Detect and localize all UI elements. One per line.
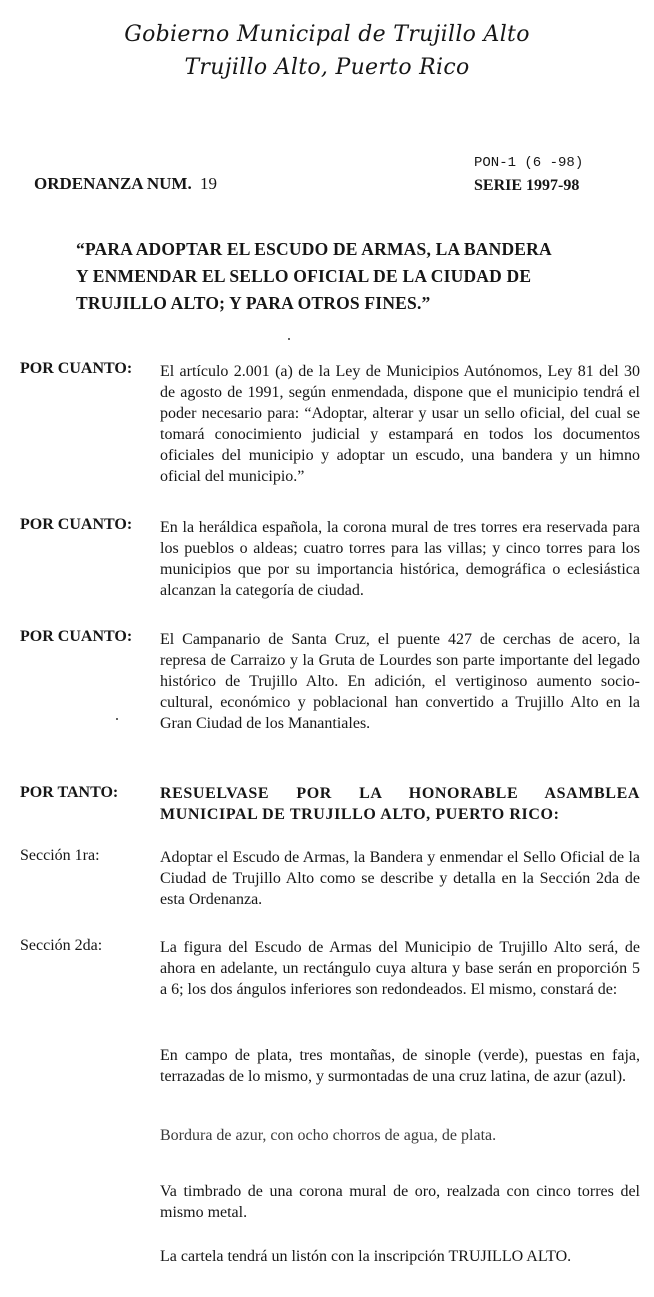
- ordinance-title: [76, 236, 596, 317]
- mural-crown-paragraph: Va timbrado de una corona mural de oro, realzada con cinco torres del mismo metal.: [160, 1183, 640, 1221]
- title-line-1: “PARA ADOPTAR EL ESCUDO DE ARMAS, LA BANDERA: [76, 239, 552, 259]
- section-2-label: Sección 2da:: [20, 937, 103, 954]
- section-2-text: La figura del Escudo de Armas del Municipio de Trujillo Alto será, de ahora en adelante, un rectángulo cuya altura y base serán en proporción 5 a 6; los dos ángulos inferiores son redondeados. El mismo, constará de:: [160, 939, 640, 998]
- whereas-text-1: El artículo 2.001 (a) de la Ley de Municipios Autónomos, Ley 81 del 30 de agosto de 1991, según enmendada, dispone que el municipio tendrá el poder necesario para: “Adoptar, alterar y usar un sello oficial, del cual se tomará conocimiento judicial y estampará en todos los documentos oficiales del municipio y adoptar un escudo, una bandera y un himno oficial del municipio.”: [160, 363, 640, 485]
- whereas-text-2: En la heráldica española, la corona mural de tres torres era reservada para los pueblos o aldeas; cuatro torres para las villas; y cinco torres para los municipios que por su importancia histórica, demográfica o eclesiástica alcanzan la categoría de ciudad.: [160, 519, 640, 599]
- scan-speck: [116, 718, 118, 720]
- pon-code: PON-1 (6 -98): [474, 155, 584, 171]
- ordinance-number: 19: [199, 174, 217, 193]
- coat-of-arms-field-paragraph: En campo de plata, tres montañas, de sinople (verde), puestas en faja, terrazadas de lo mismo, y surmontadas de una cruz latina, de azur (azul).: [160, 1047, 640, 1085]
- whereas-label-3: POR CUANTO:: [20, 628, 133, 645]
- section-1-label: Sección 1ra:: [20, 847, 100, 864]
- title-line-2: Y ENMENDAR EL SELLO OFICIAL DE LA CIUDAD DE: [76, 266, 532, 286]
- series-label: SERIE 1997-98: [474, 177, 580, 194]
- resolution-text: RESUELVASE POR LA HONORABLE ASAMBLEA MUNICIPAL DE TRUJILLO ALTO, PUERTO RICO:: [160, 785, 640, 823]
- cartouche-paragraph: La cartela tendrá un listón con la inscripción TRUJILLO ALTO.: [160, 1248, 572, 1265]
- ordinance-number-line: [34, 174, 217, 194]
- title-line-3: TRUJILLO ALTO; Y PARA OTROS FINES.”: [76, 293, 431, 313]
- letterhead-line-1: Gobierno Municipal de Trujillo Alto: [124, 22, 530, 47]
- whereas-label-1: POR CUANTO:: [20, 360, 133, 377]
- letterhead-line-2: Trujillo Alto, Puerto Rico: [184, 55, 470, 80]
- whereas-text-3: El Campanario de Santa Cruz, el puente 427 de cerchas de acero, la represa de Carraizo y la Gruta de Lourdes son parte importante del legado histórico de Trujillo Alto. En adición, el vertiginoso aumento socio-cultural, económico y poblacional han convertido a Trujillo Alto en la Gran Ciudad de los Manantiales.: [160, 631, 640, 732]
- whereas-label-2: POR CUANTO:: [20, 516, 133, 533]
- section-1-text: Adoptar el Escudo de Armas, la Bandera y enmendar el Sello Oficial de la Ciudad de Trujillo Alto como se describe y detalla en la Sección 2da de esta Ordenanza.: [160, 849, 640, 908]
- bordure-paragraph: Bordura de azur, con ocho chorros de agua, de plata.: [160, 1127, 497, 1144]
- scan-speck: [288, 338, 290, 340]
- resolution-label: POR TANTO:: [20, 784, 119, 801]
- ordinance-label: ORDENANZA NUM.: [34, 174, 192, 193]
